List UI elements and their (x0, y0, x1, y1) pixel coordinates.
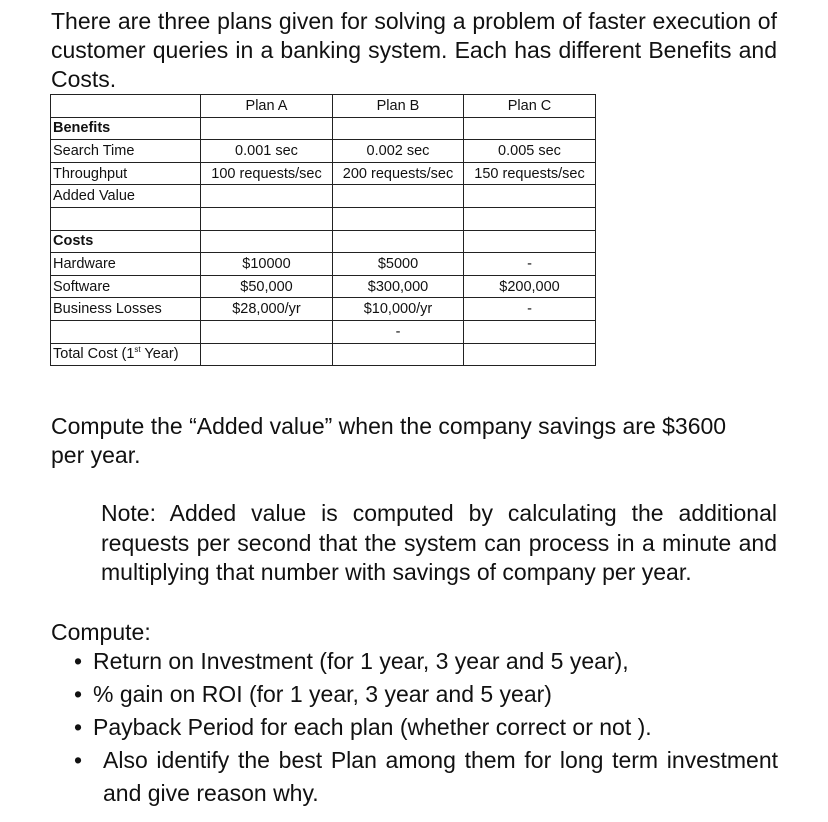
list-item: • % gain on ROI (for 1 year, 3 year and 5 year) (74, 678, 778, 711)
header-empty (51, 95, 201, 118)
bullet-icon: • (74, 681, 83, 707)
total-cost-label: Total Cost (1st Year) (51, 343, 201, 366)
cell-plan-a (201, 185, 333, 208)
cell-plan-b: 200 requests/sec (333, 162, 464, 185)
cell-plan-c: - (464, 298, 596, 321)
row-label: Software (51, 275, 201, 298)
header-plan-c: Plan C (464, 95, 596, 118)
cell-plan-c: 150 requests/sec (464, 162, 596, 185)
cell-plan-b: $10,000/yr (333, 298, 464, 321)
cell-plan-b: $300,000 (333, 275, 464, 298)
row-label: Search Time (51, 140, 201, 163)
cell-plan-a: $50,000 (201, 275, 333, 298)
table-row (51, 140, 596, 163)
table-row (51, 275, 596, 298)
total-cost-row (51, 343, 596, 366)
table-spacer-row (51, 207, 596, 230)
cell-plan-b: 0.002 sec (333, 140, 464, 163)
table-row (51, 185, 596, 208)
table-blank-row (51, 320, 596, 343)
table-row (51, 162, 596, 185)
plans-table (50, 94, 596, 366)
costs-label: Costs (51, 230, 201, 253)
cell-plan-c: 0.005 sec (464, 140, 596, 163)
list-item: • Also identify the best Plan among them for long term investment and give reason why. (74, 744, 778, 810)
row-label: Business Losses (51, 298, 201, 321)
added-value-question: Compute the “Added value” when the company savings are $3600 per year. (51, 413, 727, 468)
cell-plan-b: $5000 (333, 253, 464, 276)
compute-heading: Compute: (51, 619, 151, 645)
cell-plan-c: - (464, 253, 596, 276)
row-label: Added Value (51, 185, 201, 208)
cell-plan-a: $10000 (201, 253, 333, 276)
benefits-section-row (51, 117, 596, 140)
bullet-icon: • (74, 747, 83, 773)
cell-plan-c: $200,000 (464, 275, 596, 298)
cell-plan-b (333, 185, 464, 208)
list-item: • Return on Investment (for 1 year, 3 year and 5 year), (74, 645, 778, 678)
cell-plan-a: $28,000/yr (201, 298, 333, 321)
table-row (51, 298, 596, 321)
table-header-row (51, 95, 596, 118)
list-item: • Payback Period for each plan (whether correct or not ). (74, 711, 778, 744)
header-plan-a: Plan A (201, 95, 333, 118)
cell-plan-b: - (333, 320, 464, 343)
bullet-icon: • (74, 648, 83, 674)
bullet-icon: • (74, 714, 83, 740)
header-plan-b: Plan B (333, 95, 464, 118)
benefits-label: Benefits (51, 117, 201, 140)
row-label: Hardware (51, 253, 201, 276)
costs-section-row (51, 230, 596, 253)
cell-plan-a: 0.001 sec (201, 140, 333, 163)
problem-intro: There are three plans given for solving a problem of faster execution of customer queries in a banking system. Each has different Benefits and Costs. (51, 8, 777, 92)
cell-plan-a: 100 requests/sec (201, 162, 333, 185)
task-list (74, 645, 778, 810)
note-paragraph: Note: Added value is computed by calculating the additional requests per second that the system can process in a minute and multiplying that number with savings of company per year. (101, 500, 777, 585)
row-label: Throughput (51, 162, 201, 185)
table-row (51, 253, 596, 276)
cell-plan-c (464, 185, 596, 208)
